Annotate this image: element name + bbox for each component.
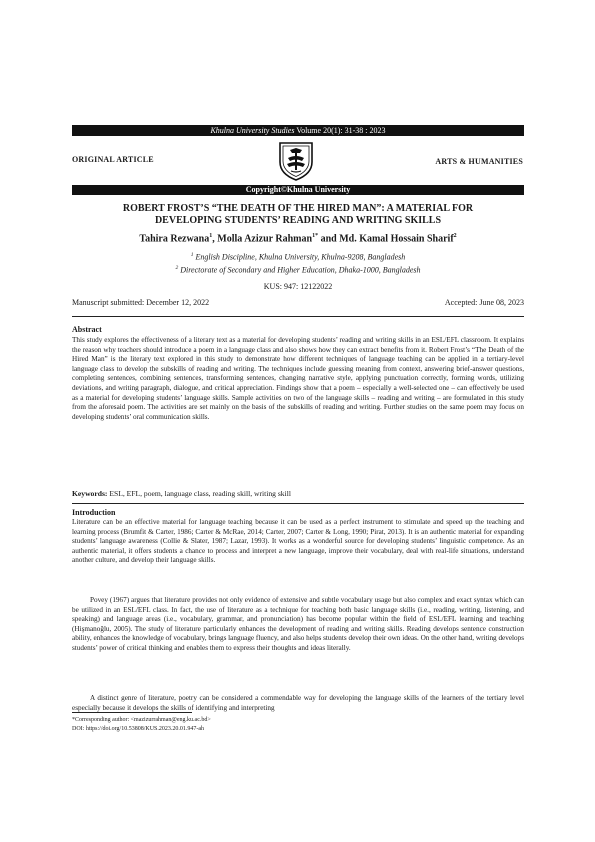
doi-note: DOI: https://doi.org/10.53808/KUS.2023.20.01.947-ah	[72, 726, 205, 732]
introduction-heading: Introduction	[72, 508, 116, 517]
affiliation-1	[72, 252, 524, 262]
issue-info: Volume 20(1): 31-38 : 2023	[294, 126, 386, 135]
paper-title	[72, 203, 524, 227]
title-line-2: DEVELOPING STUDENTS’ READING AND WRITING SKILLS	[154, 215, 442, 226]
author-3-affil: 2	[453, 233, 457, 239]
article-type-label: ORIGINAL ARTICLE	[72, 155, 154, 164]
kus-id: KUS: 947: 12122022	[263, 282, 333, 291]
corresponding-author-note: *Corresponding author: <mazizurrahman@eng.ku.ac.bd>	[72, 717, 211, 723]
submitted-date: Manuscript submitted: December 12, 2022	[72, 298, 210, 307]
intro-paragraph-3: A distinct genre of literature, poetry can be considered a commendable way for developing the language skills of the learners of the tertiary level especially because it develops the skills of identifying and interpreting	[72, 694, 524, 712]
intro-paragraph-2: Povey (1967) argues that literature provides not only evidence of extensive and subtle vocabulary usage but also complex and exact syntax which can be utilized in an ESL/EFL class. In fact, the use of literature as a technique for teaching both basic language skills (i.e., reading, writing, listening, and speaking) and language areas (i.e., vocabulary, grammar, and pronunciation) has become popular within the field of ESL/EFL learning and teaching (Hişmanoğlu, 2005). The study of literature particularly enhances the development of reading and writing skills. Reading develops sentence construction ability, enhances the knowledge of vocabulary, brings language fluency, and also helps students develop their own ideas. On the other hand, writing develops students’ power of critical thinking and enables them to express their thoughts and ideas literally.	[72, 596, 524, 652]
intro-paragraph-1: Literature can be an effective material for language teaching because it can be used as a perfect instrument to stimulate and speed up the teaching and learning process (Brumfit & Carter, 1986; Carter & McRae, 2014; Carter, 2007; Carter & Long, 1990; Pirat, 2013). It is an authentic material for expanding students’ language awareness (Collie & Slater, 1987; Lazar, 1993). It works as a wonderful source for developing students’ linguistic competence. As an authentic material, it offers students a chance to process and interpret a new language, improve their vocabulary, deal with real-life situations, understand another culture, and develop their language skills.	[72, 518, 524, 565]
footnote-divider	[72, 712, 192, 713]
author-sep-1: ,	[212, 233, 218, 245]
title-line-1: ROBERT FROST’S “THE DEATH OF THE HIRED MAN”: A MATERIAL FOR	[122, 203, 474, 214]
author-list	[72, 233, 524, 244]
keywords	[72, 489, 291, 498]
accepted-date: Accepted: June 08, 2023	[444, 298, 524, 307]
copyright-bar: Copyright©Khulna University	[72, 185, 524, 195]
author-sep-2: and	[318, 233, 340, 245]
journal-name: Khulna University Studies	[210, 126, 295, 135]
divider-top	[72, 316, 524, 317]
affiliation-2-text: Directorate of Secondary and Higher Education, Dhaka-1000, Bangladesh	[178, 265, 421, 275]
abstract-heading: Abstract	[72, 325, 102, 334]
affiliation-1-marker: 1	[190, 252, 194, 258]
affiliation-1-text: English Discipline, Khulna University, Khulna-9208, Bangladesh	[193, 252, 406, 262]
author-3: Md. Kamal Hossain Sharif	[339, 233, 454, 245]
affiliation-2	[72, 265, 524, 275]
author-2: Molla Azizur Rahman	[217, 233, 313, 245]
keywords-text: ESL, EFL, poem, language class, reading skill, writing skill	[107, 489, 291, 498]
author-1: Tahira Rezwana	[139, 233, 210, 245]
journal-header-bar	[72, 125, 524, 136]
keywords-label: Keywords:	[72, 489, 108, 498]
divider-bottom	[72, 503, 524, 504]
affiliation-2-marker: 2	[175, 265, 179, 271]
abstract-text: This study explores the effectiveness of a literary text as a material for developing students’ reading and writing skills in an ESL/EFL classroom. It explains the reason why teachers should introduce a poem in a language class and also shows how they can extract benefits from it. Robert Frost’s “The Death of the Hired Man” is the literary text explored in this study to demonstrate how different techniques of language teaching can be applied in a tertiary-level language class to develop the subskills of reading and writing. The techniques include guessing meaning from context, answering brief-answer questions, completing sentences, combining sentences, transforming sentences, changing narrative style, applying punctuation correctly, forming words, utilizing deviations, and writing paragraph, dialogue, and critical appreciation. Findings show that a poem – especially a well-selected one – can effectively be used as a material for developing students’ language skills. Sample activities on two of the language skills – reading and writing – are formulated in this study from the aforesaid poem. The activities are set mainly on the basis of the subskills of reading and writing. Further studies on the same poem may focus on developing students’ oral communication skills.	[72, 336, 524, 421]
university-logo	[276, 140, 316, 182]
subject-area-label: ARTS & HUMANITIES	[435, 157, 523, 166]
author-2-affil: 1*	[312, 233, 319, 239]
author-1-affil: 1	[209, 233, 213, 239]
